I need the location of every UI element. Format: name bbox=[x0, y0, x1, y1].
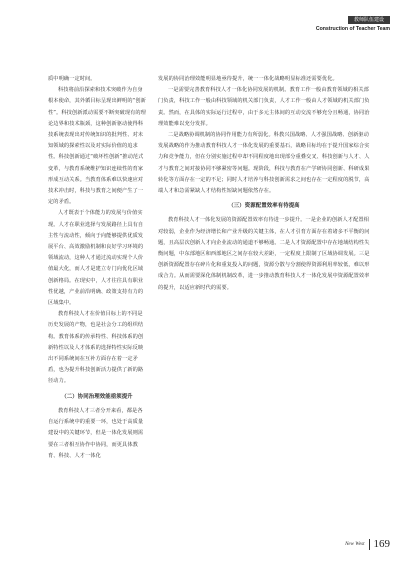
right-paragraph-4: 教育科技人才一体化发展的资源配置效率有待进一步提升。一是企业的创新人才配置相对较弱，企业作为经济增长和产业升级的关键主体，在人才引育方面存在着诸多不平衡的问题，且高层次创新人才向企业流动的通道不够畅通。二是人才资源配置中存在地域结构性失衡问题，中东部地区和西部地区之间存在较大差距，一定程度上限制了区域协调发展。三是创新资源配置存在碎片化和重复投入的问题，资源分散与分割使得资源利用率较低，难以形成合力。从而需要深化体制机制改革，进一步推动教育科技人才一体化发展中资源配置效率的提升，以适应新时代的需要。 bbox=[158, 217, 370, 291]
left-paragraph-3: 人才既表于个体能力的发展与价值实现。人才在职业选择与发展路径上具有自主性与流动性，倾向于向能够提供优质发展平台、高效激励机制和良好学习环境的领域流动，这种人才通过流动实现个人价值最大化，而人才是建立专门向优化区域创新格局。在现实中，人才往往具有职业性优越，产业前沿明确、政策支持有力的区域集中。 bbox=[48, 210, 144, 307]
page-footer bbox=[345, 538, 390, 550]
page-number: 169 bbox=[373, 538, 390, 550]
column-name-english: Construction of Teacher Team bbox=[315, 26, 390, 32]
column-name-band: 教师队伍建设 bbox=[348, 16, 390, 24]
left-paragraph-4: 教育科技人才在价值目标上的不同是历史发展的产物，也是社会分工的组织结构。教育体系的传承特性、科技体系的创新特性以及人才体系的选择特性实际反映出不同系统间在互补方面存在着一定矛盾，也为提升科技创新活力提供了新的路径动力。 bbox=[48, 311, 144, 385]
right-paragraph-3: 二是战略协调机制的协同作用能力有所弱化。科教兴国战略、人才强国战略、创新驱动发展战略的作为推动教育科技人才一体化发展的重要基石，战略目标均在于提升国家综合实力和竞争能力，但在分别实施过程中却不同程度地出现部分重叠交叉、科技创新与人才、人才与教育之间对接协同不够紧密等问题。现阶段，科技与教育在产学研协同创新、科研成果转化等方面存在一定的不足；同时人才培养与科技创新需求之间也存在一定程度的脱节，高端人才和急需紧缺人才结构性短缺问题依然存在。 bbox=[158, 132, 370, 195]
left-paragraph-2: 科技将前沿探索和技术突破作为自身根本使命，其外循目标呈现出鲜明的“创新性”。科技创新派动需要不断突破现有的理论边界和技术瓶颈，这种创新驱动使得科技系统表现出对传统知识的批判性、对未知领域的探索性以及对实际价值的追求性。科技创新通过“破坏性创新”推动范式变革，与教育系统维护知识连续性的育家形成互动关系。当教育体系难以快速应对技术冲击时，科技与教育之间便产生了一定的矛盾。 bbox=[48, 87, 146, 206]
section-heading-2: （二）协同治理效能亟须提升 bbox=[61, 393, 133, 400]
left-paragraph-1: 质中明确一定时间。 bbox=[48, 76, 96, 82]
page-header bbox=[316, 6, 390, 32]
right-paragraph-2: 一是需要完善教育科技人才一体化协同发展的机制。教育工作一般由教育领域的相关部门负责，科技工作一般由科技领域的机关部门负责，人才工作一般由人才领域的机关部门负责。然而，在具体的实际运行过程中，由于多元主体间的互动交流不够充分且畅通，协同治理效能难以充分发挥。 bbox=[158, 87, 370, 127]
section-heading-3: （三）资源配置效率有待提高 bbox=[228, 203, 300, 210]
journal-name: New West bbox=[345, 541, 365, 547]
right-column bbox=[158, 74, 370, 294]
footer-divider bbox=[369, 539, 370, 550]
left-paragraph-5: 教育科技人才三者分开来看，都是各自运行系统中的重要一环，也处于高质量建设中的关键环节，但是一体化发展则需要在三者相互协作中协同，而更具体教育、科技、人才一体化 bbox=[48, 407, 144, 459]
right-paragraph-1: 发展的协同治理效能明显地亟待提升，统一一体化战略明显标准还需要优化。 bbox=[158, 76, 338, 82]
left-column bbox=[48, 74, 146, 462]
